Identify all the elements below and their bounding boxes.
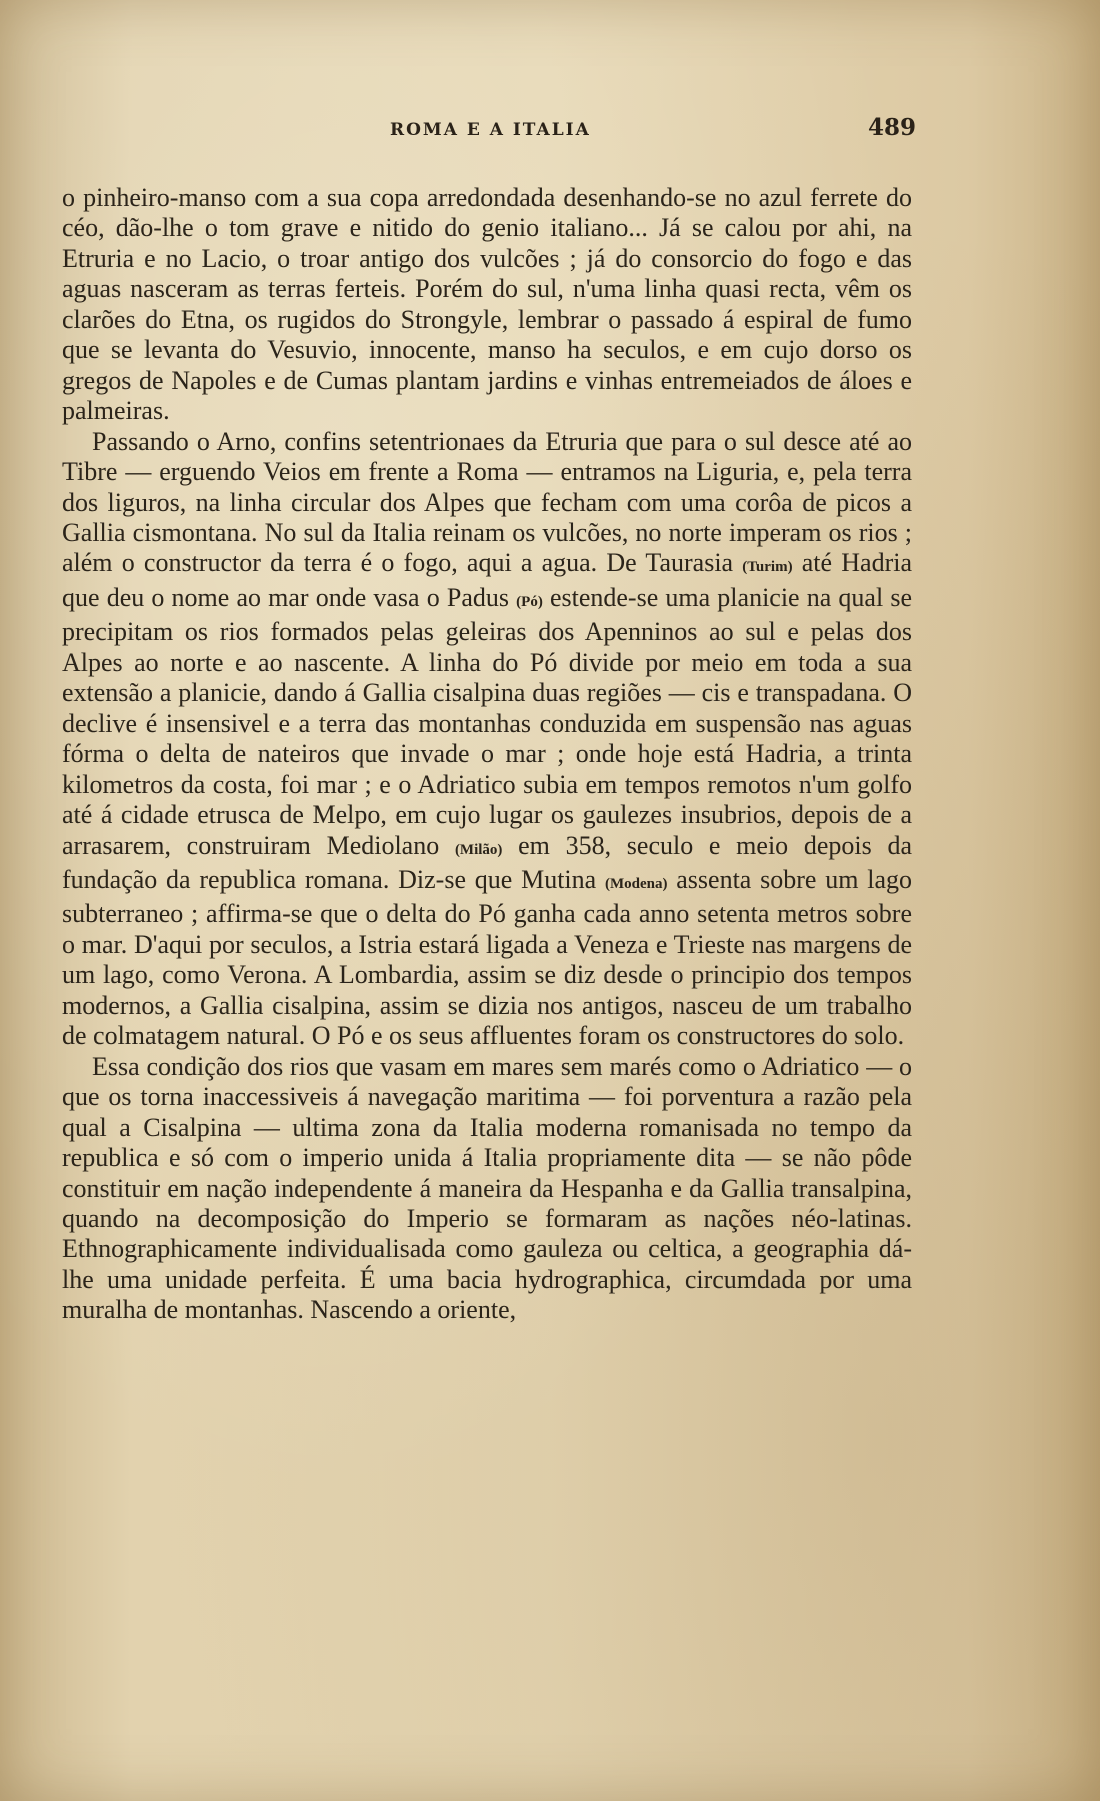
running-head: ROMA E A ITALIA [390, 120, 591, 140]
paragraph-2-text-e: assenta sobre um lago subterraneo ; affirma-se que o delta do Pó ganha cada anno setenta metros sobre o mar. D'aqui por seculos, a Istria estará ligada a Veneza e Trieste nas margens de um lago, como Verona. A Lombardia, assim se diz desde o principio dos tempos modernos, a Gallia cisalpina, assim se dizia nos antigos, nasceu de um trabalho de colmatagem natural. O Pó e os seus affluentes foram os constructores do solo. [62, 864, 912, 1051]
paragraph-2-text-b: até Hadria que deu o nome ao mar onde vasa o Padus [62, 548, 913, 612]
paragraph-1-text: o pinheiro-manso com a sua copa arredondada desenhando-se no azul ferrete do céo, dão-lhe o tom grave e nitido do genio italiano... Já se calou por ahi, na Etruria e no Lacio, o troar antigo dos vulcões ; já do consorcio do fogo e das aguas nasceram as terras ferteis. Porém do sul, n'uma linha quasi recta, vêm os clarões do Etna, os rugidos do Strongyle, lembrar o passado á espiral de fumo que se levanta do Vesuvio, innocente, manso ha seculos, e em cujo dorso os gregos de Napoles e de Cumas plantam jardins e vinhas entremeiados de áloes e palmeiras. [62, 183, 912, 426]
paragraph-2 [62, 427, 912, 1052]
paragraph-3-text: Essa condição dos rios que vasam em mares sem marés como o Adriatico — o que os torna inaccessiveis á navegação maritima — foi porventura a razão pela qual a Cisalpina — ultima zona da Italia moderna romanisada no tempo da republica e só com o imperio unida á Italia propriamente dita — se não pôde constituir em nação independente á maneira da Hespanha e da Gallia transalpina, quando na decomposição do Imperio se formaram as nações néo-latinas. Ethnographicamente individualisada como gauleza ou celtica, a geographia dá-lhe uma unidade perfeita. É uma bacia hydrographica, circumdada por uma muralha de montanhas. Nascendo a oriente, [62, 1051, 912, 1325]
gloss-po: (Pó) [516, 593, 543, 610]
gloss-turim: (Turim) [742, 559, 793, 576]
paragraph-3 [62, 1052, 912, 1326]
page-number: 489 [868, 114, 917, 141]
gloss-modena: (Modena) [604, 875, 668, 892]
paragraph-2-text-c: estende-se uma planicie na qual se precipitam os rios formados pelas geleiras dos Apenninos ao sul e pelas dos Alpes ao norte e ao nascente. A linha do Pó divide por meio em toda a sua extensão a planicie, dando á Gallia cisalpina duas regiões — cis e transpadana. O declive é insensivel e a terra das montanhas conduzida em suspensão nas aguas fórma o delta de nateiros que invade o mar ; onde hoje está Hadria, a trinta kilometros da costa, foi mar ; e o Adriatico subia em tempos remotos n'um golfo até á cidade etrusca de Melpo, em cujo lugar os gaulezes insubrios, depois de a arrasarem, construiram Mediolano [62, 582, 912, 860]
paragraph-2-text-a: Passando o Arno, confins setentrionaes da Etruria que para o sul desce até ao Tibre — erguendo Veios em frente a Roma — entramos na Liguria, e, pela terra dos liguros, na linha circular dos Alpes que fecham com uma corôa de picos a Gallia cismontana. No sul da Italia reinam os vulcões, no norte imperam os rios ; além o constructor da terra é o fogo, aqui a agua. De Taurasia [62, 426, 912, 578]
paragraph-1 [62, 183, 912, 427]
page-header [0, 112, 1100, 152]
gloss-milao: (Milão) [454, 841, 503, 858]
body-text [62, 183, 912, 1326]
paragraph-2-text-d: em 358, seculo e meio depois da fundação da republica romana. Diz-se que Mutina [62, 830, 913, 894]
